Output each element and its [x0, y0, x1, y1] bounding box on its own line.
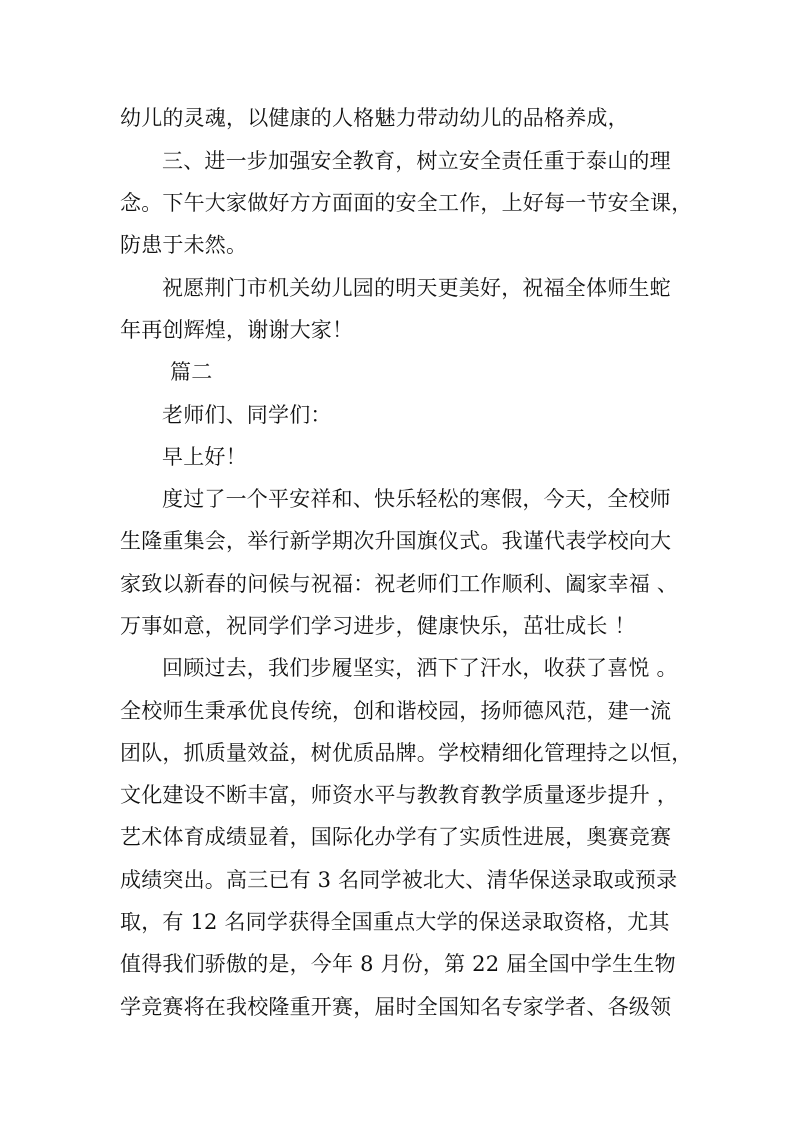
- text-line-4: 防患于未然。: [120, 233, 248, 257]
- text-line-3: 念。下午大家做好方方面面的安全工作，上好每一节安全课，: [120, 191, 693, 215]
- text-line-18: 艺术体育成绩显着，国际化办学有了实质性进展，奥赛竞赛: [120, 825, 672, 849]
- text-line-17: 文化建设不断丰富，师资水平与教教育教学质量逐步提升 ，: [120, 783, 679, 807]
- text-line-12: 家致以新春的问候与祝福：祝老师们工作顺利、阖家幸福 、: [120, 572, 679, 596]
- text-line-5: 祝愿荆门市机关幼儿园的明天更美好，祝福全体师生蛇: [162, 276, 671, 300]
- text-line-11: 生隆重集会，举行新学期次升国旗仪式。我谨代表学校向大: [120, 529, 672, 553]
- text-line-20: 取，有 12 名同学获得全国重点大学的保送录取资格，尤其: [120, 910, 670, 934]
- text-line-2: 三、进一步加强安全教育，树立安全责任重于泰山的理: [162, 149, 671, 173]
- text-line-15: 全校师生秉承优良传统，创和谐校园，扬师德风范，建一流: [120, 699, 672, 723]
- text-line-1: 幼儿的灵魂，以健康的人格魅力带动幼儿的品格养成，: [120, 106, 629, 130]
- text-line-22: 学竞赛将在我校隆重开赛，届时全国知名专家学者、各级领: [120, 995, 672, 1019]
- salutation-line: 老师们、同学们：: [162, 403, 332, 427]
- text-line-16: 团队，抓质量效益，树优质品牌。学校精细化管理持之以恒，: [120, 741, 693, 765]
- section-heading: 篇二: [170, 360, 213, 384]
- greeting-line: 早上好！: [162, 445, 247, 469]
- text-line-19: 成绩突出。高三已有 3 名同学被北大、清华保送录取或预录: [120, 868, 678, 892]
- text-line-21: 值得我们骄傲的是，今年 8 月份，第 22 届全国中学生生物: [120, 952, 676, 976]
- text-line-10: 度过了一个平安祥和、快乐轻松的寒假，今天，全校师: [162, 487, 671, 511]
- text-line-14: 回顾过去，我们步履坚实，洒下了汗水，收获了喜悦 。: [162, 656, 678, 680]
- text-line-6: 年再创辉煌，谢谢大家！: [120, 318, 354, 342]
- text-line-13: 万事如意，祝同学们学习进步，健康快乐，茁壮成长 ！: [120, 614, 636, 638]
